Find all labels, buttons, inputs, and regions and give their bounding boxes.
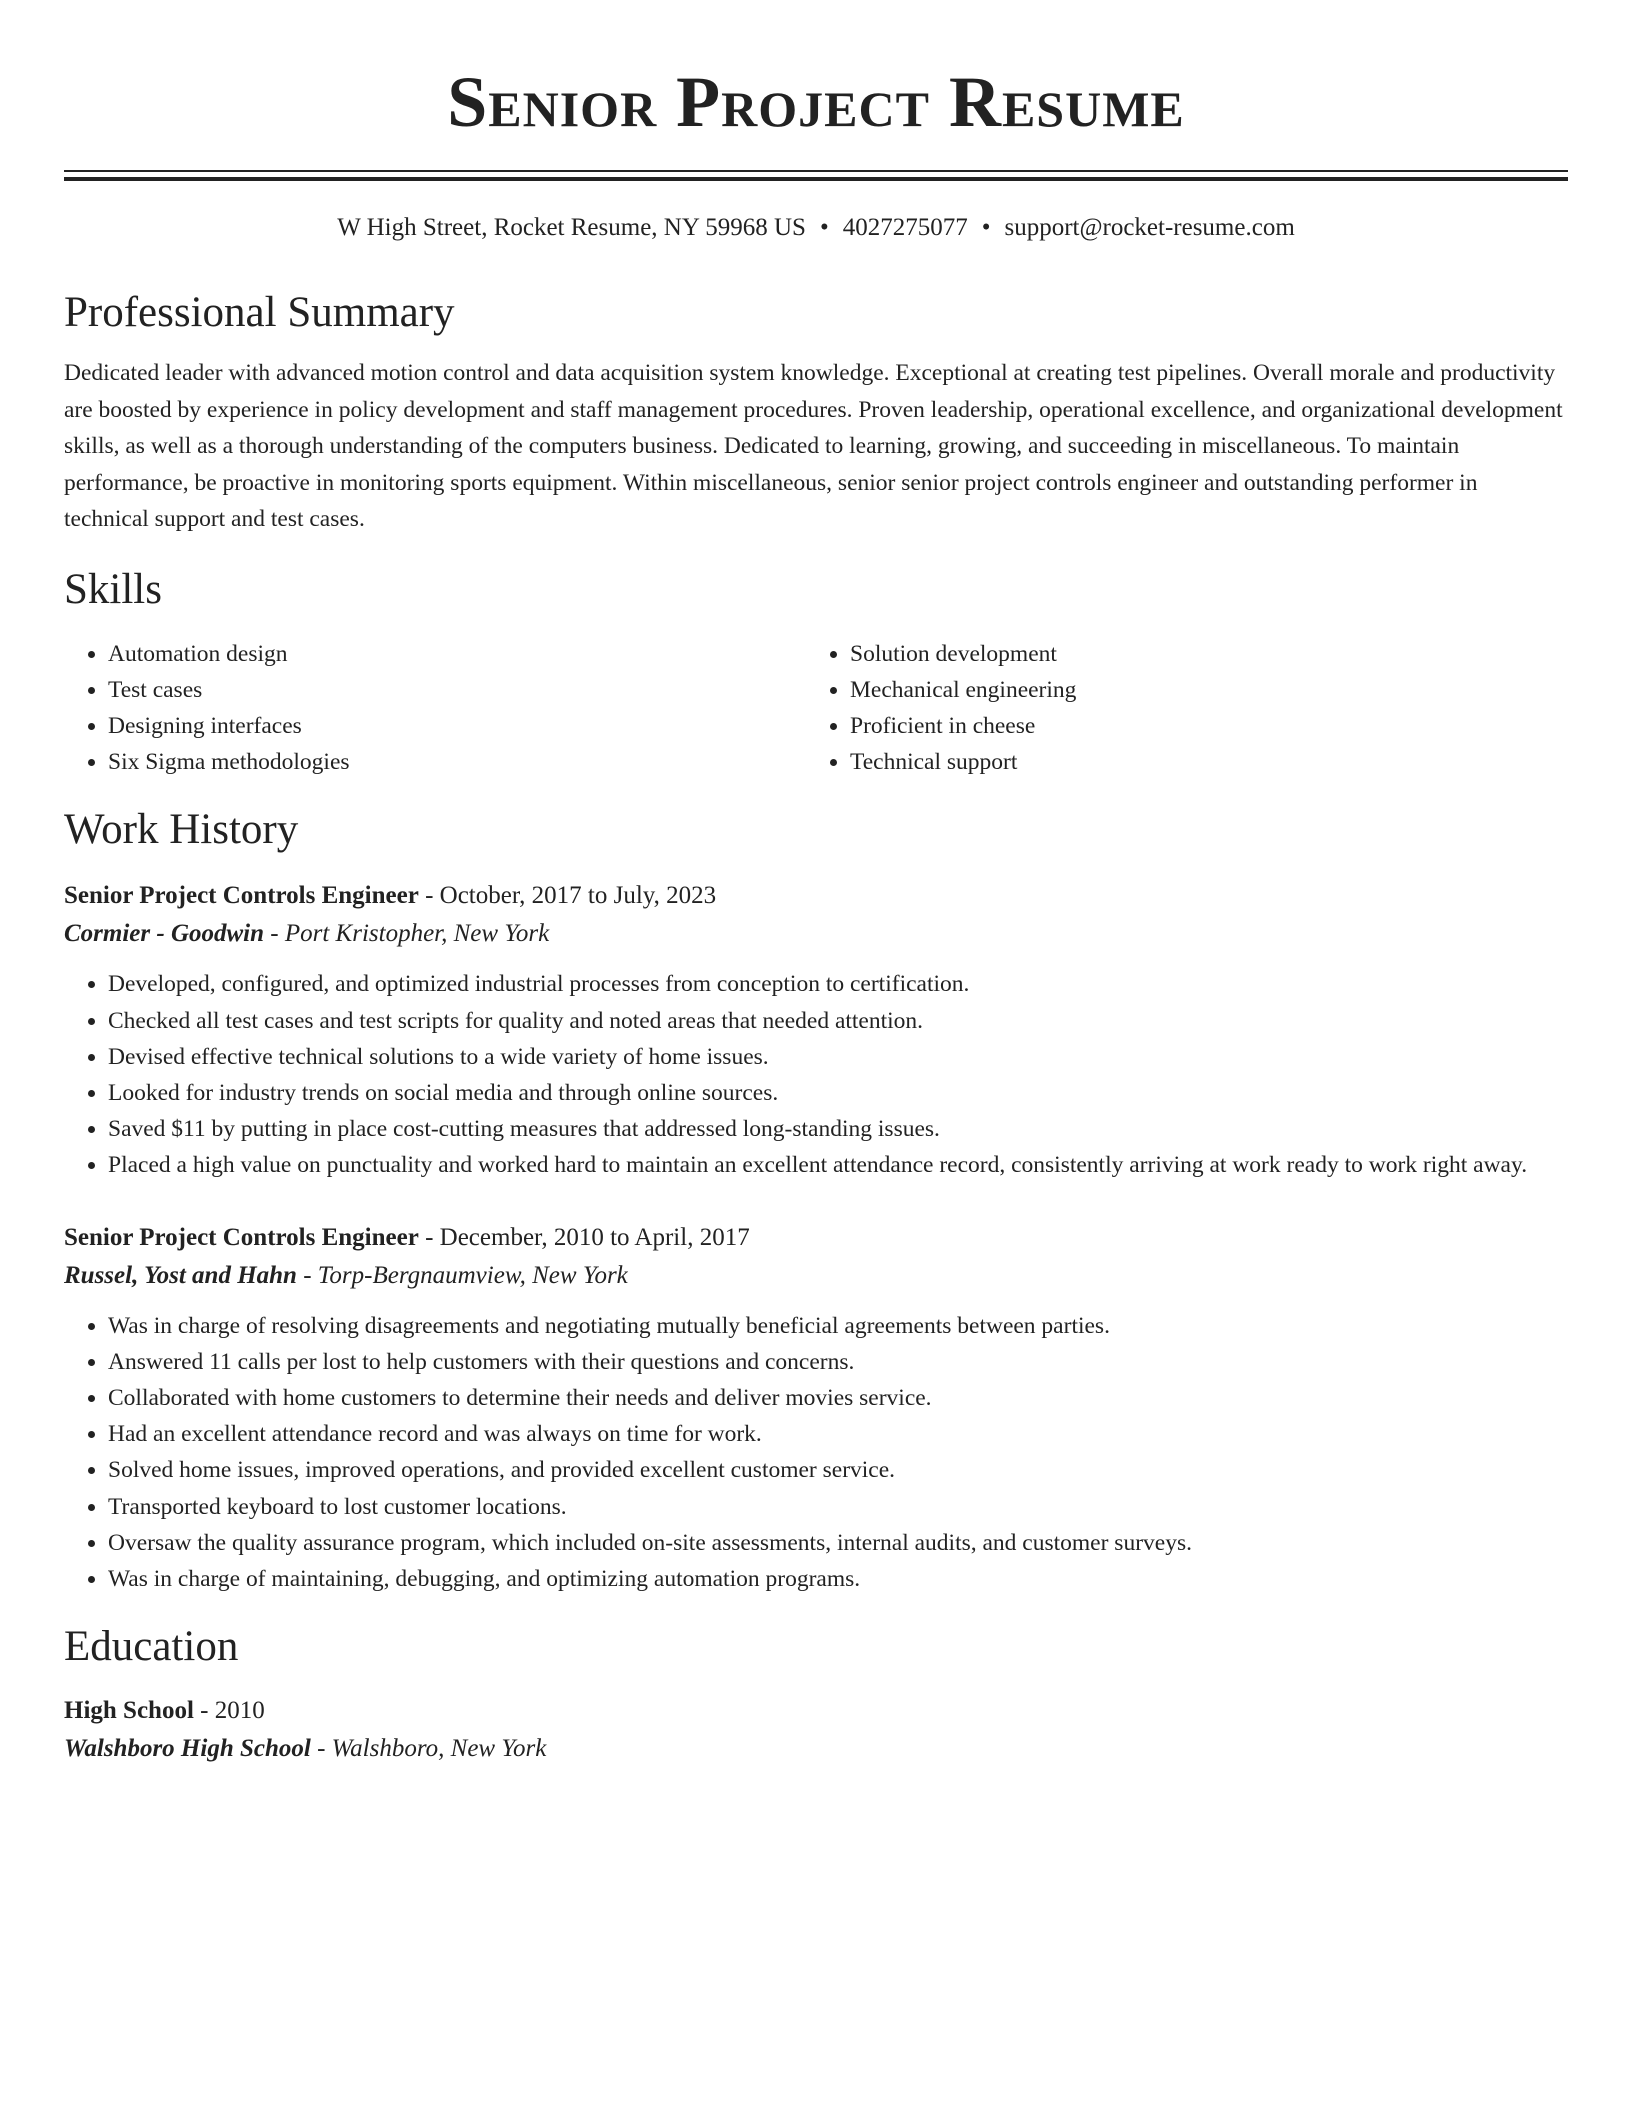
skill-item: • Six Sigma methodologies [108,744,806,780]
job-bullet: • Looked for industry trends on social media and through online sources. [108,1075,1568,1111]
skills-list-right [806,636,1548,781]
job-bullet: • Transported keyboard to lost customer locations. [108,1489,1568,1525]
job-bullet: • Was in charge of maintaining, debugging, and optimizing automation programs. [108,1561,1568,1597]
employer-name: Cormier - Goodwin [64,920,265,948]
employer-name: Russel, Yost and Hahn [64,1261,297,1289]
job-bullet: • Placed a high value on punctuality and worked hard to maintain an excellent attendance record, consistently arriving at work ready to work right away. [108,1147,1568,1183]
contact-line [64,211,1568,245]
job-dates: - October, 2017 to July, 2023 [418,882,717,910]
contact-separator: • [819,214,829,241]
contact-email: support@rocket-resume.com [1004,214,1295,241]
employer-location: - Torp-Bergnaumview, New York [296,1261,628,1289]
job-entry [64,1220,1568,1598]
skill-item: • Solution development [850,636,1548,672]
education-school-line [64,1729,1568,1769]
job-bullet: • Was in charge of resolving disagreements and negotiating mutually beneficial agreements between parties. [108,1308,1568,1344]
job-bullet: • Checked all test cases and test scripts for quality and noted areas that needed attention. [108,1003,1568,1039]
skills-grid [64,636,1568,781]
job-bullet: • Solved home issues, improved operations, and provided excellent customer service. [108,1452,1568,1488]
job-entry [64,878,1568,1183]
education-heading: Education [64,1623,239,1671]
education-school: Walshboro High School [64,1735,311,1763]
job-bullet: • Devised effective technical solutions to a wide variety of home issues. [108,1039,1568,1075]
skill-item: • Test cases [108,672,806,708]
skills-list-left [64,636,806,781]
job-title-line [64,1220,1568,1256]
job-bullet: • Answered 11 calls per lost to help customers with their questions and concerns. [108,1344,1568,1380]
education-location: - Walshboro, New York [310,1735,547,1763]
job-title-line [64,878,1568,914]
employer-line [64,1256,1568,1296]
summary-text: Dedicated leader with advanced motion control and data acquisition system knowledge. Exceptional at creating test pipelines. Overall morale and productivity are boosted by experience in policy development and staff management procedures. Proven leadership, operational excellence, and organizational development skills, as well as a thorough understanding of the computers business. Dedicated to learning, growing, and succeeding in miscellaneous. To maintain performance, be proactive in monitoring sports equipment. Within miscellaneous, senior senior project controls engineer and outstanding performer in technical support and test cases. [64,360,1563,532]
education-degree: High School [64,1697,194,1725]
work-history-heading: Work History [64,806,299,854]
job-bullets [64,1308,1568,1598]
skills-heading: Skills [64,565,162,613]
skill-item: • Technical support [850,744,1548,780]
summary-heading: Professional Summary [64,289,455,336]
education-year: - 2010 [193,1697,265,1725]
skill-item: • Mechanical engineering [850,672,1548,708]
employer-location: - Port Kristopher, New York [264,920,550,948]
employer-line [64,914,1568,954]
contact-separator: • [981,214,991,241]
resume-title: Senior Project Resume [447,62,1185,142]
contact-address: W High Street, Rocket Resume, NY 59968 US [337,214,806,241]
title-double-rule [64,170,1568,181]
job-dates: - December, 2010 to April, 2017 [418,1223,750,1251]
job-bullet: • Oversaw the quality assurance program, which included on-site assessments, internal audits, and customer surveys. [108,1525,1568,1561]
job-bullets [64,966,1568,1183]
job-title: Senior Project Controls Engineer [64,882,419,910]
job-title: Senior Project Controls Engineer [64,1223,419,1251]
job-bullet: • Collaborated with home customers to determine their needs and deliver movies service. [108,1380,1568,1416]
education-degree-line [64,1693,1568,1729]
job-bullet: • Developed, configured, and optimized industrial processes from conception to certification. [108,966,1568,1002]
job-bullet: • Saved $11 by putting in place cost-cutting measures that addressed long-standing issues. [108,1111,1568,1147]
skill-item: • Automation design [108,636,806,672]
job-bullet: • Had an excellent attendance record and was always on time for work. [108,1416,1568,1452]
contact-phone: 4027275077 [842,214,968,241]
skill-item: • Designing interfaces [108,708,806,744]
skill-item: • Proficient in cheese [850,708,1548,744]
